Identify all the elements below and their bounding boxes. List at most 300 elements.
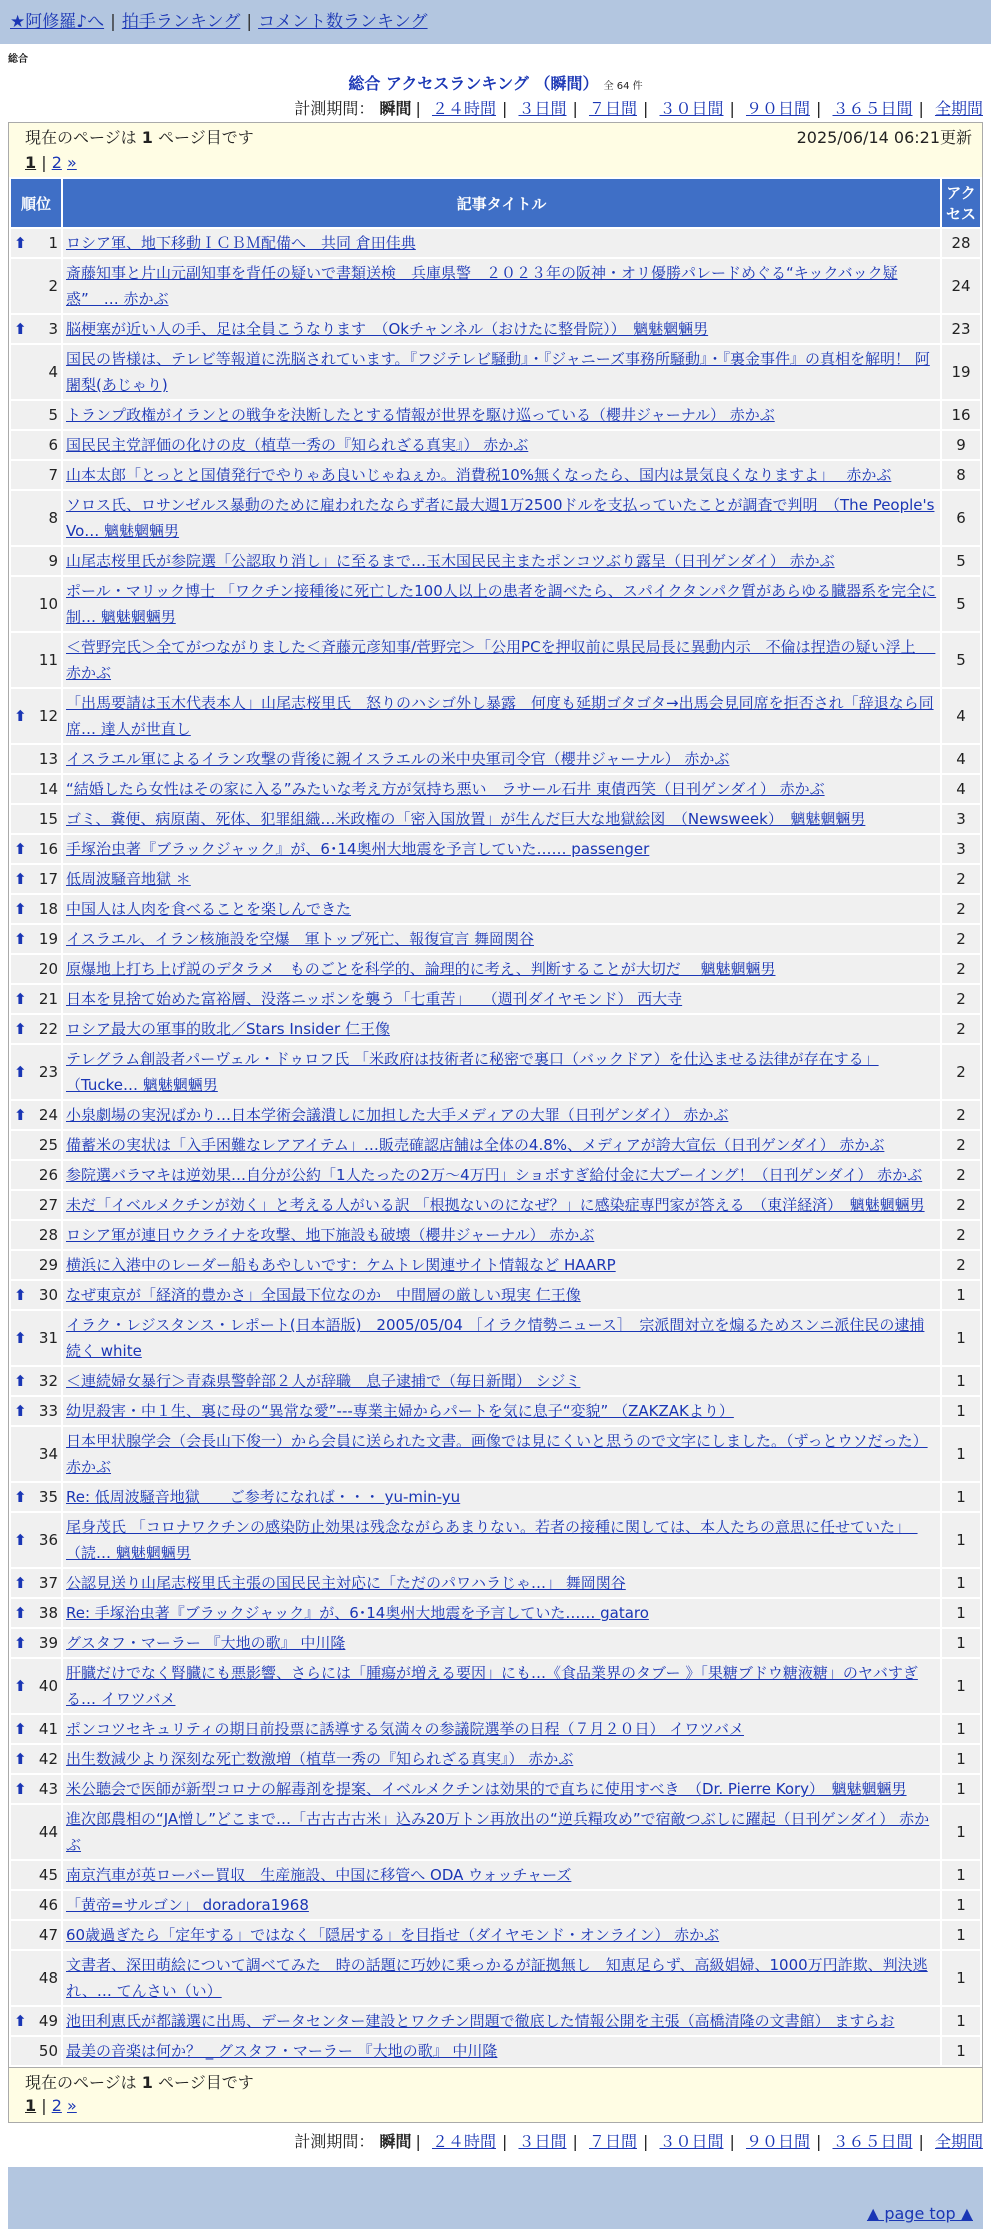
- table-row: [11, 895, 980, 923]
- table-row: [11, 1715, 980, 1743]
- ranking-rows: [11, 229, 980, 2065]
- page-next-link[interactable]: »: [66, 153, 77, 172]
- table-row: [11, 315, 980, 343]
- title-cell: [63, 259, 940, 313]
- period-link-30d[interactable]: ３０日間: [659, 99, 724, 118]
- rank-number: 39: [38, 1634, 58, 1652]
- title-cell: [63, 1191, 940, 1219]
- rank-number: 43: [38, 1780, 58, 1798]
- rank-cell: [11, 461, 61, 489]
- article-link[interactable]: 未だ「イベルメクチンが効く」と考える人がいる訳 「根拠ないのになぜ？」に感染症専門家が答える （東洋経済） 魑魅魍魎男: [66, 1196, 925, 1214]
- page-top-bar: [8, 2199, 983, 2229]
- rank-cell: [11, 1715, 61, 1743]
- article-link[interactable]: 日本を見捨て始めた富裕層、没落ニッポンを襲う「七重苦」 （週刊ダイヤモンド） 西大寺: [66, 990, 683, 1008]
- access-count: 4: [942, 775, 980, 803]
- rank-number: 9: [48, 552, 58, 570]
- rank-up-arrow-icon: ⬆: [14, 1063, 27, 1081]
- rank-number: 6: [48, 436, 58, 454]
- rank-cell: [11, 955, 61, 983]
- access-count: 1: [942, 1427, 980, 1481]
- table-row: [11, 491, 980, 545]
- access-count: 23: [942, 315, 980, 343]
- title-cell: [63, 805, 940, 833]
- title-cell: [63, 1101, 940, 1129]
- ranking-table: [9, 177, 982, 2067]
- article-link[interactable]: ＜菅野完氏＞全てがつながりました＜斉藤元彦知事/菅野完＞「公用PCを押収前に県民局長に異動内示 不倫は捏造の疑い浮上 赤かぶ: [66, 638, 936, 682]
- article-link[interactable]: 備蓄米の実状は「入手困難なレアアイテム」…販売確認店舗は全体の4.8%、メディアが誇大宣伝（日刊ゲンダイ） 赤かぶ: [66, 1136, 885, 1154]
- access-count: 5: [942, 547, 980, 575]
- title-cell: [63, 1569, 940, 1597]
- title-cell: [63, 633, 940, 687]
- access-count: 1: [942, 1569, 980, 1597]
- table-row: [11, 1191, 980, 1219]
- table-row: [11, 1775, 980, 1803]
- rank-up-arrow-icon: ⬆: [14, 2012, 27, 2030]
- table-row: [11, 1397, 980, 1425]
- period-link-7d[interactable]: ７日間: [588, 99, 637, 118]
- table-row: [11, 985, 980, 1013]
- rank-up-arrow-icon: ⬆: [14, 930, 27, 948]
- table-row: [11, 1745, 980, 1773]
- table-row: [11, 1101, 980, 1129]
- rank-cell: [11, 577, 61, 631]
- access-count: 19: [942, 345, 980, 399]
- rank-number: 36: [38, 1531, 58, 1549]
- table-row: [11, 1015, 980, 1043]
- rank-number: 4: [48, 363, 58, 381]
- access-count: 1: [942, 1659, 980, 1713]
- pager-top: [9, 123, 982, 177]
- table-row: [11, 401, 980, 429]
- article-link[interactable]: “結婚したら女性はその家に入る”みたいな考え方が気持ち悪い ラサール石井 東債西笑（日刊ゲンダイ） 赤かぶ: [66, 780, 825, 798]
- period-link-24h-bottom[interactable]: ２４時間: [431, 2132, 496, 2151]
- table-row: [11, 745, 980, 773]
- article-link[interactable]: テレグラム創設者パーヴェル・ドゥロフ氏 「米政府は技術者に秘密で裏口（バックドア）を仕込ませる法律が存在する」 （Tucke… 魑魅魍魎男: [66, 1050, 879, 1094]
- rank-cell: [11, 1775, 61, 1803]
- col-title-header: 記事タイトル: [63, 179, 940, 227]
- title-cell: [63, 925, 940, 953]
- table-row: [11, 1951, 980, 2005]
- article-link[interactable]: ソロス氏、ロサンゼルス暴動のために雇われたならず者に最大週1万2500ドルを支払っていたことが調査で判明 （The People's Vo… 魑魅魍魎男: [66, 496, 935, 540]
- rank-number: 8: [48, 509, 58, 527]
- article-link[interactable]: ロシア軍が連日ウクライナを攻撃、地下施設も破壊（櫻井ジャーナル） 赤かぶ: [66, 1226, 595, 1244]
- title-cell: [63, 775, 940, 803]
- page-title-text: 総合 アクセスランキング （瞬間）: [348, 74, 599, 93]
- access-count: 28: [942, 229, 980, 257]
- rank-number: 28: [38, 1226, 58, 1244]
- access-count: 3: [942, 835, 980, 863]
- rank-number: 27: [38, 1196, 58, 1214]
- rank-cell: [11, 895, 61, 923]
- page-current-bottom: 1: [25, 2096, 37, 2115]
- rank-cell: [11, 2037, 61, 2065]
- rank-number: 1: [48, 234, 58, 252]
- access-count: 1: [942, 1891, 980, 1919]
- page-link-2-bottom[interactable]: 2: [51, 2096, 62, 2115]
- table-row: [11, 955, 980, 983]
- rank-up-arrow-icon: ⬆: [14, 234, 27, 252]
- title-cell: [63, 1015, 940, 1043]
- title-cell: [63, 431, 940, 459]
- rank-cell: [11, 259, 61, 313]
- rank-cell: [11, 1427, 61, 1481]
- access-count: 2: [942, 1045, 980, 1099]
- item-count: 全 64 件: [603, 81, 643, 92]
- period-link-7d-bottom[interactable]: ７日間: [588, 2132, 637, 2151]
- table-row: [11, 689, 980, 743]
- title-cell: [63, 1629, 940, 1657]
- rank-number: 49: [38, 2012, 58, 2030]
- period-link-90d-bottom[interactable]: ９０日間: [745, 2132, 810, 2151]
- rank-cell: [11, 1483, 61, 1511]
- page-status: 現在のページは 1 ページ目です: [25, 128, 254, 147]
- title-cell: [63, 2007, 940, 2035]
- access-count: 2: [942, 1161, 980, 1189]
- access-count: 1: [942, 1861, 980, 1889]
- title-cell: [63, 1045, 940, 1099]
- rank-up-arrow-icon: ⬆: [14, 1372, 27, 1390]
- table-row: [11, 547, 980, 575]
- article-link[interactable]: イラク・レジスタンス・レポート(日本語版) 2005/05/04 ［イラク情勢ニュース］ 宗派間対立を煽るためスンニ派住民の逮捕続く white: [66, 1316, 925, 1360]
- rank-number: 3: [48, 320, 58, 338]
- article-link[interactable]: 国民民主党評価の化けの皮（植草一秀の『知られざる真実』） 赤かぶ: [66, 436, 529, 454]
- table-row: [11, 577, 980, 631]
- access-count: 2: [942, 1131, 980, 1159]
- article-link[interactable]: 文書者、深田萌絵について調べてみた 時の話題に巧妙に乗っかるが証拠無し 知恵足らず、高級娼婦、1000万円詐欺、判決逃れ、… てんさい（い）: [66, 1956, 928, 2000]
- title-cell: [63, 1281, 940, 1309]
- title-cell: [63, 985, 940, 1013]
- article-link[interactable]: 中国人は人肉を食べることを楽しんできた: [66, 900, 352, 918]
- article-link[interactable]: 手塚治虫著『ブラックジャック』が、6･14奥州大地震を予言していた…… passenger: [66, 840, 650, 858]
- rank-cell: [11, 775, 61, 803]
- rank-cell: [11, 1805, 61, 1859]
- rank-number: 31: [38, 1329, 58, 1347]
- article-link[interactable]: 池田利恵氏が都議選に出馬、データセンター建設とワクチン問題で徹底した情報公開を主張（高橋清隆の文書館） ますらお: [66, 2012, 895, 2030]
- rank-up-arrow-icon: ⬆: [14, 840, 27, 858]
- rank-number: 7: [48, 466, 58, 484]
- rank-cell: [11, 345, 61, 399]
- rank-cell: [11, 689, 61, 743]
- article-link[interactable]: 南京汽車が英ローバー買収 生産施設、中国に移管へ ODA ウォッチャーズ: [66, 1866, 572, 1884]
- access-count: 5: [942, 633, 980, 687]
- rank-cell: [11, 1281, 61, 1309]
- title-cell: [63, 1251, 940, 1279]
- rank-number: 32: [38, 1372, 58, 1390]
- title-cell: [63, 865, 940, 893]
- title-cell: [63, 1427, 940, 1481]
- period-link-365d[interactable]: ３６５日間: [832, 99, 913, 118]
- title-cell: [63, 1805, 940, 1859]
- article-link[interactable]: 山尾志桜里氏が参院選「公認取り消し」に至るまで…玉木国民民主またポンコツぶり露呈（日刊ゲンダイ） 赤かぶ: [66, 552, 835, 570]
- table-row: [11, 1891, 980, 1919]
- article-link[interactable]: 日本甲状腺学会（会長山下俊一）から会員に送られた文書。画像では見にくいと思うので文字にしました。（ずっとウソだった） 赤かぶ: [66, 1432, 928, 1476]
- col-rank-header: 順位: [11, 179, 61, 227]
- article-link[interactable]: 出生数減少より深刻な死亡数激増（植草一秀の『知られざる真実』） 赤かぶ: [66, 1750, 574, 1768]
- article-link[interactable]: 国民の皆様は、テレビ等報道に洗脳されています。『フジテレビ騒動』・『ジャニーズ事務所騒動』・『裏金事件』の真相を解明！ 阿闍梨(あじゃり): [66, 350, 930, 394]
- rank-up-arrow-icon: ⬆: [14, 1634, 27, 1652]
- period-link-3d[interactable]: ３日間: [518, 99, 567, 118]
- access-count: 1: [942, 1629, 980, 1657]
- rank-number: 44: [38, 1823, 58, 1841]
- period-link-24h[interactable]: ２４時間: [431, 99, 496, 118]
- article-link[interactable]: イスラエル軍によるイラン攻撃の背後に親イスラエルの米中央軍司令官（櫻井ジャーナル） 赤かぶ: [66, 750, 730, 768]
- table-row: [11, 1861, 980, 1889]
- article-link[interactable]: 原爆地上打ち上げ説のデタラメ ものごとを科学的、論理的に考え、判断することが大切だ 魑魅魍魎男: [66, 960, 776, 978]
- title-cell: [63, 401, 940, 429]
- period-current: 瞬間: [379, 99, 412, 118]
- page-status-bottom: 現在のページは 1 ページ目です: [25, 2073, 254, 2092]
- access-count: 8: [942, 461, 980, 489]
- article-link[interactable]: 進次郎農相の“JA憎し”どこまで…「古古古古米」込み20万トン再放出の“逆兵糧攻め”で宿敵つぶしに躍起（日刊ゲンダイ） 赤かぶ: [66, 1810, 930, 1854]
- rank-number: 10: [38, 595, 58, 613]
- rank-number: 22: [38, 1020, 58, 1038]
- table-row: [11, 633, 980, 687]
- article-link[interactable]: 山本太郎「とっとと国債発行でやりゃあ良いじゃねぇか。消費税10%無くなったら、国内は景気良くなりますよ」 赤かぶ: [66, 466, 892, 484]
- access-count: 1: [942, 1775, 980, 1803]
- access-count: 9: [942, 431, 980, 459]
- table-row: [11, 1483, 980, 1511]
- separator: |: [246, 12, 253, 32]
- page-next-link-bottom[interactable]: »: [66, 2096, 77, 2115]
- article-link[interactable]: 肝臓だけでなく腎臓にも悪影響、さらには「腫瘍が増える要因」にも…《食品業界のタブー 》「果糖ブドウ糖液糖」のヤバすぎる… イワツバメ: [66, 1664, 918, 1708]
- rank-up-arrow-icon: ⬆: [14, 1286, 27, 1304]
- table-row: [11, 1221, 980, 1249]
- access-count: 2: [942, 865, 980, 893]
- period-link-all[interactable]: 全期間: [934, 99, 983, 118]
- rank-cell: [11, 229, 61, 257]
- title-cell: [63, 547, 940, 575]
- article-link[interactable]: ＜連続婦女暴行＞青森県警幹部２人が辞職 息子逮捕で（毎日新聞） シジミ: [66, 1372, 581, 1390]
- article-link[interactable]: Re: 低周波騒音地獄 ご参考になれば・・・ yu-min-yu: [66, 1488, 461, 1506]
- rank-cell: [11, 1101, 61, 1129]
- rank-cell: [11, 1569, 61, 1597]
- article-link[interactable]: 小泉劇場の実況ばかり…日本学術会議潰しに加担した大手メディアの大罪（日刊ゲンダイ） 赤かぶ: [66, 1106, 729, 1124]
- separator: |: [110, 12, 116, 32]
- comment-ranking-link[interactable]: コメント数ランキング: [258, 12, 428, 32]
- rank-number: 12: [38, 707, 58, 725]
- access-count: 5: [942, 577, 980, 631]
- article-link[interactable]: ロシア最大の軍事的敗北／Stars Insider 仁王像: [66, 1020, 390, 1038]
- rank-up-arrow-icon: ⬆: [14, 1329, 27, 1347]
- rank-number: 25: [38, 1136, 58, 1154]
- article-link[interactable]: 「出馬要請は玉木代表本人」山尾志桜里氏 怒りのハシゴ外し暴露 何度も延期ゴタゴタ→出馬会見同席を拒否され「辞退なら同席… 達人が世直し: [66, 694, 934, 738]
- title-cell: [63, 1161, 940, 1189]
- period-link-365d-bottom[interactable]: ３６５日間: [832, 2132, 913, 2151]
- rank-number: 48: [38, 1969, 58, 1987]
- rank-number: 45: [38, 1866, 58, 1884]
- access-count: 1: [942, 1311, 980, 1365]
- title-cell: [63, 1311, 940, 1365]
- table-row: [11, 2007, 980, 2035]
- access-count: 1: [942, 2037, 980, 2065]
- table-row: [11, 1629, 980, 1657]
- title-cell: [63, 1891, 940, 1919]
- rank-number: 17: [38, 870, 58, 888]
- article-link[interactable]: 参院選バラマキは逆効果…自分が公約「1人たったの2万～4万円」ショボすぎ給付金に大ブーイング！（日刊ゲンダイ） 赤かぶ: [66, 1166, 923, 1184]
- rank-cell: [11, 1191, 61, 1219]
- article-link[interactable]: 公認見送り山尾志桜里氏主張の国民民主対応に「ただのパワハラじゃ…」 舞岡関谷: [66, 1574, 626, 1592]
- period-link-30d-bottom[interactable]: ３０日間: [659, 2132, 724, 2151]
- article-link[interactable]: 尾身茂氏 「コロナワクチンの感染防止効果は残念ながらあまりない。若者の接種に関しては、本人たちの意思に任せていた」 （読… 魑魅魍魎男: [66, 1518, 918, 1562]
- title-cell: [63, 229, 940, 257]
- table-row: [11, 1921, 980, 1949]
- table-row: [11, 925, 980, 953]
- rank-up-arrow-icon: ⬆: [14, 1604, 27, 1622]
- rank-number: 20: [38, 960, 58, 978]
- rank-number: 34: [38, 1445, 58, 1463]
- article-link[interactable]: ポール・マリック博士 「ワクチン接種後に死亡した100人以上の患者を調べたら、スパイクタンパク質があらゆる臓器系を完全に制… 魑魅魍魎男: [66, 582, 937, 626]
- article-link[interactable]: イスラエル、イラン核施設を空爆 軍トップ死亡、報復宣言 舞岡関谷: [66, 930, 534, 948]
- title-cell: [63, 461, 940, 489]
- article-link[interactable]: ゴミ、糞便、病原菌、死体、犯罪組織…米政権の「密入国放置」が生んだ巨大な地獄絵図 （Newsweek） 魑魅魍魎男: [66, 810, 866, 828]
- rank-cell: [11, 865, 61, 893]
- access-count: 1: [942, 1951, 980, 2005]
- page-top-link[interactable]: ▲ page top ▲: [866, 2204, 973, 2223]
- title-cell: [63, 491, 940, 545]
- rank-number: 24: [38, 1106, 58, 1124]
- table-row: [11, 1251, 980, 1279]
- rank-cell: [11, 401, 61, 429]
- page-title: [0, 72, 991, 96]
- access-count: 1: [942, 1483, 980, 1511]
- rank-number: 15: [38, 810, 58, 828]
- table-row: [11, 1131, 980, 1159]
- rank-number: 42: [38, 1750, 58, 1768]
- access-count: 1: [942, 1715, 980, 1743]
- rank-number: 21: [38, 990, 58, 1008]
- rank-cell: [11, 1367, 61, 1395]
- access-count: 1: [942, 1921, 980, 1949]
- rank-number: 33: [38, 1402, 58, 1420]
- rank-up-arrow-icon: ⬆: [14, 1574, 27, 1592]
- article-link[interactable]: なぜ東京が「経済的豊かさ」全国最下位なのか 中間層の厳しい現実 仁王像: [66, 1286, 581, 1304]
- page-current: 1: [25, 153, 37, 172]
- page-link-2[interactable]: 2: [51, 153, 62, 172]
- article-link[interactable]: 最美の音楽は何か？ _ グスタフ・マーラー 『大地の歌』 中川隆: [66, 2042, 498, 2060]
- home-link[interactable]: ★阿修羅♪へ: [10, 12, 105, 32]
- table-row: [11, 1569, 980, 1597]
- rank-up-arrow-icon: ⬆: [14, 1780, 27, 1798]
- table-row: [11, 805, 980, 833]
- access-count: 2: [942, 1015, 980, 1043]
- table-row: [11, 461, 980, 489]
- period-link-90d[interactable]: ９０日間: [745, 99, 810, 118]
- rank-number: 5: [48, 406, 58, 424]
- rank-cell: [11, 491, 61, 545]
- access-count: 2: [942, 1191, 980, 1219]
- rank-cell: [11, 1659, 61, 1713]
- article-link[interactable]: 「黄帝=サルゴン」 doradora1968: [66, 1896, 309, 1914]
- rank-up-arrow-icon: ⬆: [14, 1402, 27, 1420]
- article-link[interactable]: Re: 手塚治虫著『ブラックジャック』が、6･14奥州大地震を予言していた…… gataro: [66, 1604, 649, 1622]
- article-link[interactable]: 脳梗塞が近い人の手、足は全員こうなります （Okチャンネル（おけたに整骨院）） 魑魅魍魎男: [66, 320, 709, 338]
- title-cell: [63, 1599, 940, 1627]
- article-link[interactable]: 米公聴会で医師が新型コロナの解毒剤を提案、イベルメクチンは効果的で直ちに使用すべき （Dr. Pierre Kory） 魑魅魍魎男: [66, 1780, 907, 1798]
- access-count: 1: [942, 2007, 980, 2035]
- title-cell: [63, 955, 940, 983]
- period-link-all-bottom[interactable]: 全期間: [934, 2132, 983, 2151]
- rank-up-arrow-icon: ⬆: [14, 1488, 27, 1506]
- rank-up-arrow-icon: ⬆: [14, 990, 27, 1008]
- access-count: 2: [942, 925, 980, 953]
- rank-number: 41: [38, 1720, 58, 1738]
- rank-cell: [11, 1599, 61, 1627]
- rank-number: 47: [38, 1926, 58, 1944]
- table-row: [11, 1281, 980, 1309]
- top-nav-bar: [0, 0, 991, 44]
- table-row: [11, 1599, 980, 1627]
- period-link-3d-bottom[interactable]: ３日間: [518, 2132, 567, 2151]
- table-row: [11, 1659, 980, 1713]
- article-link[interactable]: 低周波騒音地獄 ＊: [66, 870, 191, 888]
- rank-up-arrow-icon: ⬆: [14, 320, 27, 338]
- table-row: [11, 865, 980, 893]
- access-count: 2: [942, 895, 980, 923]
- title-cell: [63, 835, 940, 863]
- title-cell: [63, 1775, 940, 1803]
- rank-cell: [11, 2007, 61, 2035]
- rank-cell: [11, 1397, 61, 1425]
- article-link[interactable]: ポンコツセキュリティの期日前投票に誘導する気満々の参議院選挙の日程（７月２０日） イワツバメ: [66, 1720, 744, 1738]
- rank-number: 46: [38, 1896, 58, 1914]
- table-row: [11, 1513, 980, 1567]
- rank-cell: [11, 1745, 61, 1773]
- access-count: 4: [942, 745, 980, 773]
- rank-number: 19: [38, 930, 58, 948]
- rank-up-arrow-icon: ⬆: [14, 707, 27, 725]
- title-cell: [63, 895, 940, 923]
- ranking-box: [8, 122, 983, 2068]
- rank-up-arrow-icon: ⬆: [14, 1677, 27, 1695]
- access-count: 2: [942, 985, 980, 1013]
- page-links: 1 | 2 »: [25, 153, 77, 172]
- title-cell: [63, 1221, 940, 1249]
- clap-ranking-link[interactable]: 拍手ランキング: [121, 12, 241, 32]
- article-link[interactable]: 幼児殺害・中１生、裏に母の“異常な愛”---専業主婦からパートを気に息子“変貌” （ZAKZAKより）: [66, 1402, 734, 1420]
- rank-number: 37: [38, 1574, 58, 1592]
- access-count: 24: [942, 259, 980, 313]
- article-link[interactable]: トランプ政権がイランとの戦争を決断したとする情報が世界を駆け巡っている（櫻井ジャーナル） 赤かぶ: [66, 406, 775, 424]
- rank-number: 50: [38, 2042, 58, 2060]
- rank-number: 40: [38, 1677, 58, 1695]
- article-link[interactable]: グスタフ・マーラー 『大地の歌』 中川隆: [66, 1634, 346, 1652]
- title-cell: [63, 1659, 940, 1713]
- rank-up-arrow-icon: ⬆: [14, 1750, 27, 1768]
- rank-cell: [11, 315, 61, 343]
- rank-cell: [11, 1045, 61, 1099]
- rank-cell: [11, 633, 61, 687]
- title-cell: [63, 1367, 940, 1395]
- rank-cell: [11, 1131, 61, 1159]
- title-cell: [63, 345, 940, 399]
- rank-cell: [11, 547, 61, 575]
- article-link[interactable]: 60歳過ぎたら「定年する」ではなく「隠居する」を目指せ（ダイヤモンド・オンライン） 赤かぶ: [66, 1926, 720, 1944]
- rank-up-arrow-icon: ⬆: [14, 1106, 27, 1124]
- access-count: 3: [942, 805, 980, 833]
- table-row: [11, 259, 980, 313]
- title-cell: [63, 1483, 940, 1511]
- access-count: 1: [942, 1513, 980, 1567]
- category-label: 総合: [8, 54, 28, 65]
- article-link[interactable]: 斎藤知事と片山元副知事を背任の疑いで書類送検 兵庫県警 ２０２３年の阪神・オリ優勝パレードめぐる“キックバック疑惑” … 赤かぶ: [66, 264, 898, 308]
- article-link[interactable]: ロシア軍、地下移動ＩＣＢＭ配備へ 共同 倉田佳典: [66, 234, 416, 252]
- rank-up-arrow-icon: ⬆: [14, 870, 27, 888]
- table-row: [11, 2037, 980, 2065]
- title-cell: [63, 1131, 940, 1159]
- rank-number: 29: [38, 1256, 58, 1274]
- article-link[interactable]: 横浜に入港中のレーダー船もあやしいです：ケムトレ関連サイト情報など HAARP: [66, 1256, 616, 1274]
- table-row: [11, 1311, 980, 1365]
